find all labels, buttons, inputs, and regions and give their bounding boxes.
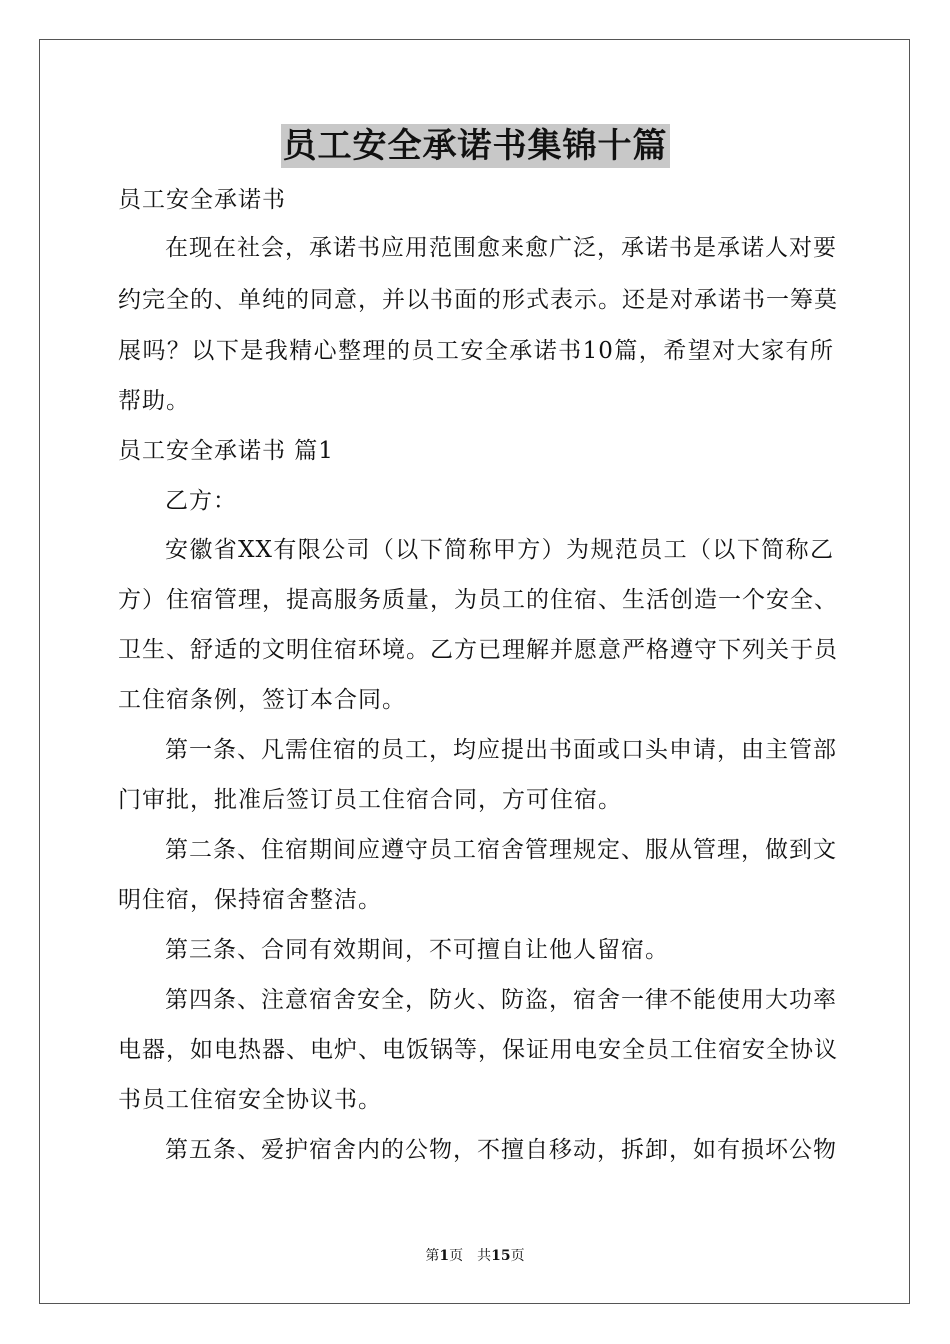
- total-page-number: 15: [491, 1248, 511, 1264]
- current-page-number: 1: [439, 1248, 450, 1264]
- title-container: [0, 124, 950, 168]
- paragraph-line: 安徽省XX有限公司（以下简称甲方）为规范员工（以下简称乙: [165, 537, 834, 563]
- document-title: 员工安全承诺书集锦十篇: [282, 126, 668, 166]
- section-heading: 员工安全承诺书 篇1: [118, 438, 334, 464]
- paragraph-line: 第二条、住宿期间应遵守员工宿舍管理规定、服从管理，做到文: [165, 837, 837, 863]
- page-footer: [0, 1246, 950, 1266]
- paragraph-line: 书员工住宿安全协议书。: [118, 1087, 382, 1113]
- paragraph-line: 帮助。: [118, 388, 190, 414]
- paragraph-line: 在现在社会，承诺书应用范围愈来愈广泛，承诺书是承诺人对要: [165, 235, 837, 261]
- paragraph-line: 展吗？以下是我精心整理的员工安全承诺书10篇，希望对大家有所: [118, 338, 834, 364]
- page-prefix: 第: [425, 1248, 440, 1264]
- paragraph-line: 第五条、爱护宿舍内的公物，不擅自移动，拆卸，如有损坏公物: [165, 1137, 837, 1163]
- page-mid-text: 页 共: [449, 1248, 492, 1264]
- paragraph-line: 卫生、舒适的文明住宿环境。乙方已理解并愿意严格遵守下列关于员: [118, 637, 838, 663]
- section-heading: 员工安全承诺书: [118, 187, 286, 213]
- paragraph-line: 门审批，批准后签订员工住宿合同，方可住宿。: [118, 787, 622, 813]
- paragraph-line: 第四条、注意宿舍安全，防火、防盗，宿舍一律不能使用大功率: [165, 987, 837, 1013]
- paragraph-line: 乙方：: [165, 488, 237, 514]
- page-suffix: 页: [510, 1248, 525, 1264]
- paragraph-line: 电器，如电热器、电炉、电饭锅等，保证用电安全员工住宿安全协议: [118, 1037, 838, 1063]
- paragraph-line: 第三条、合同有效期间，不可擅自让他人留宿。: [165, 937, 669, 963]
- paragraph-line: 工住宿条例，签订本合同。: [118, 687, 406, 713]
- paragraph-line: 约完全的、单纯的同意，并以书面的形式表示。还是对承诺书一筹莫: [118, 287, 838, 313]
- paragraph-line: 方）住宿管理，提高服务质量，为员工的住宿、生活创造一个安全、: [118, 587, 838, 613]
- paragraph-line: 明住宿，保持宿舍整洁。: [118, 887, 382, 913]
- paragraph-line: 第一条、凡需住宿的员工，均应提出书面或口头申请，由主管部: [165, 737, 837, 763]
